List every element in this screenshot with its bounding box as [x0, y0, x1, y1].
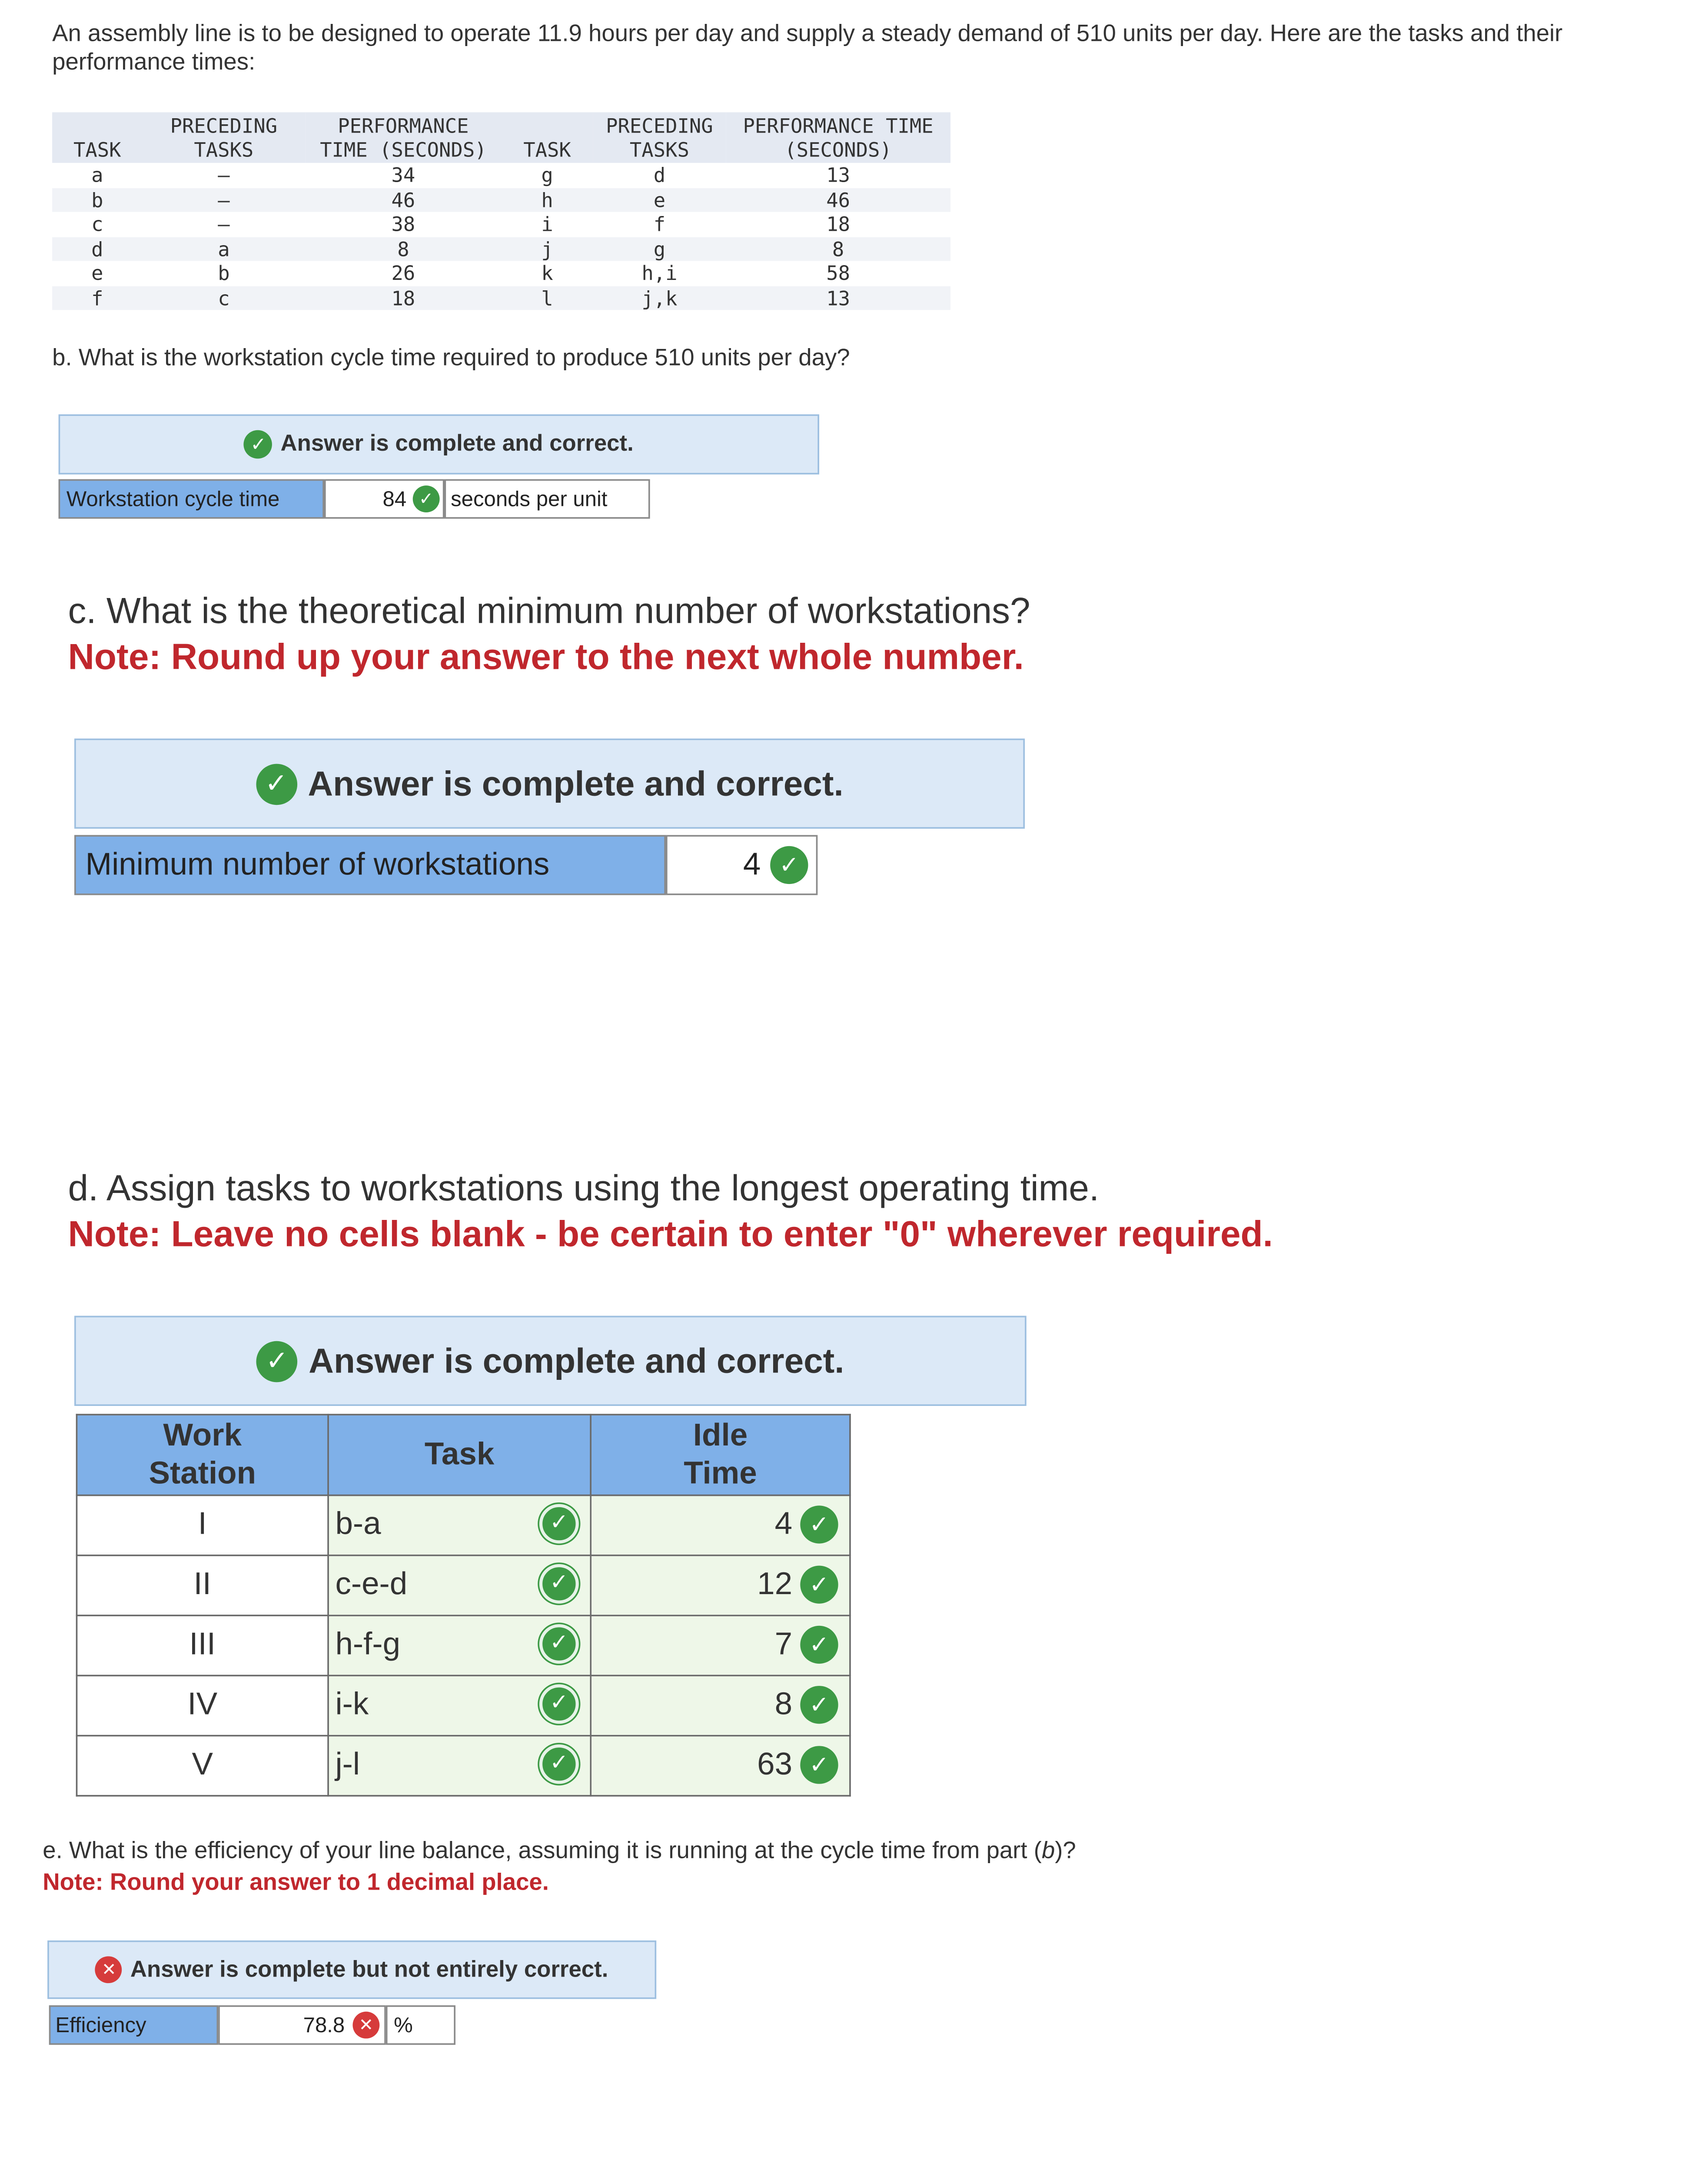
task-input[interactable] — [328, 1736, 591, 1796]
station-label: II — [76, 1555, 328, 1615]
check-icon: ✓ — [256, 763, 297, 804]
header-performance: PERFORMANCE TIME (SECONDS) — [305, 112, 501, 163]
check-icon: ✓ — [539, 1564, 579, 1604]
table-row — [52, 187, 950, 212]
part-b-banner — [59, 414, 819, 474]
part-e-answer-row — [49, 2005, 455, 2045]
idle-time-input[interactable] — [591, 1615, 850, 1675]
header-task-2: TASK — [502, 112, 593, 163]
table-row — [52, 212, 950, 236]
idle-time-input[interactable] — [591, 1555, 850, 1615]
part-d-question: d. Assign tasks to workstations using the longest operating time. — [68, 1167, 1100, 1209]
check-icon: ✓ — [800, 1566, 838, 1604]
workstation-table-header — [76, 1415, 850, 1495]
cell: 13 — [826, 163, 851, 187]
idle-time-input[interactable] — [591, 1495, 850, 1555]
task-input[interactable] — [328, 1555, 591, 1615]
part-d-note: Note: Leave no cells blank - be certain to enter "0" wherever required. — [68, 1213, 1273, 1254]
part-d-banner-text: Answer is complete and correct. — [309, 1340, 844, 1380]
station-label: I — [76, 1495, 328, 1555]
problem-intro: An assembly line is to be designed to operate 11.9 hours per day and supply a steady demand of 510 units per day. Here are the tasks and their performance times: — [52, 20, 1563, 76]
efficiency-label: Efficiency — [49, 2005, 218, 2045]
task-value: h-f-g — [335, 1627, 401, 1662]
part-b-answer-row — [59, 479, 650, 519]
part-c-answer-row — [74, 835, 817, 895]
part-e-question-post: )? — [1055, 1837, 1076, 1865]
cell: c — [143, 286, 306, 310]
part-e-note: Note: Round your answer to 1 decimal place. — [43, 1869, 549, 1897]
cell: f — [653, 212, 666, 236]
task-input[interactable] — [328, 1615, 591, 1675]
part-e-banner-text: Answer is complete but not entirely correct. — [130, 1957, 608, 1983]
cell: g — [593, 236, 726, 261]
cell: k — [541, 261, 553, 285]
cell: a — [143, 236, 306, 261]
cell: h — [502, 187, 593, 212]
cycle-time-value: 84 — [382, 487, 407, 511]
table-row — [52, 236, 950, 261]
task-input[interactable] — [328, 1675, 591, 1735]
cell: 38 — [391, 212, 415, 236]
check-icon: ✓ — [800, 1686, 838, 1724]
efficiency-unit: % — [386, 2005, 455, 2045]
cell: h,i — [641, 261, 678, 285]
cell: e — [593, 187, 726, 212]
idle-time-value: 63 — [757, 1747, 793, 1783]
idle-time-value: 8 — [774, 1687, 793, 1722]
part-e-banner — [47, 1940, 656, 1999]
station-label: IV — [76, 1675, 328, 1735]
cell: 8 — [726, 236, 950, 261]
part-e-question-em: b — [1041, 1837, 1055, 1865]
idle-time-value: 4 — [774, 1507, 793, 1542]
cell: 46 — [726, 187, 950, 212]
task-table-header — [52, 112, 950, 163]
cell: c — [91, 212, 103, 236]
check-icon: ✓ — [413, 485, 440, 512]
cell: — — [218, 163, 230, 187]
cell: 34 — [391, 163, 415, 187]
check-icon: ✓ — [244, 430, 273, 459]
efficiency-value: 78.8 — [303, 2013, 345, 2037]
cell: l — [502, 286, 593, 310]
station-label: III — [76, 1615, 328, 1675]
check-icon: ✓ — [800, 1505, 838, 1543]
x-icon: ✕ — [352, 2012, 379, 2039]
table-row — [52, 286, 950, 310]
part-b-question — [52, 345, 850, 372]
header-performance-2: PERFORMANCE TIME (SECONDS) — [726, 112, 950, 163]
cell: — — [143, 187, 306, 212]
efficiency-input[interactable] — [218, 2005, 386, 2045]
cell: 18 — [305, 286, 501, 310]
check-icon: ✓ — [539, 1504, 579, 1544]
cell: 58 — [826, 261, 851, 285]
cell: a — [91, 163, 103, 187]
part-b-question-text: b. What is the workstation cycle time required to produce 510 units per day? — [52, 345, 850, 372]
cell: e — [91, 261, 103, 285]
task-value: i-k — [335, 1687, 369, 1722]
cell: g — [541, 163, 553, 187]
task-value: j-l — [335, 1747, 360, 1783]
cell: b — [52, 187, 142, 212]
part-e-question — [43, 1837, 1076, 1864]
idle-time-input[interactable] — [591, 1675, 850, 1735]
min-workstations-input[interactable] — [666, 835, 817, 895]
cell: j — [502, 236, 593, 261]
check-icon: ✓ — [256, 1340, 298, 1382]
table-row — [76, 1615, 850, 1675]
idle-time-value: 12 — [757, 1567, 793, 1602]
task-table — [52, 112, 950, 310]
cell: d — [653, 163, 666, 187]
cell: 8 — [305, 236, 501, 261]
cell: 13 — [726, 286, 950, 310]
part-d-banner — [74, 1316, 1027, 1406]
min-workstations-label: Minimum number of workstations — [74, 835, 666, 895]
check-icon: ✓ — [770, 846, 808, 884]
task-input[interactable] — [328, 1495, 591, 1555]
part-c-question: c. What is the theoretical minimum number of workstations? — [68, 590, 1030, 631]
workstation-table — [76, 1414, 851, 1797]
cycle-time-unit: seconds per unit — [445, 479, 650, 519]
table-row — [52, 163, 950, 187]
check-icon: ✓ — [539, 1624, 579, 1664]
cell: 46 — [305, 187, 501, 212]
header-work-station: Work Station — [76, 1415, 328, 1495]
part-c-note: Note: Round up your answer to the next whole number. — [68, 635, 1024, 677]
header-preceding-2: PRECEDING TASKS — [593, 112, 726, 163]
table-row — [76, 1555, 850, 1615]
min-workstations-value: 4 — [743, 847, 761, 882]
cell: j,k — [593, 286, 726, 310]
table-row — [76, 1736, 850, 1796]
cell: — — [218, 212, 230, 236]
table-row — [52, 261, 950, 285]
header-preceding: PRECEDING TASKS — [143, 112, 306, 163]
table-row — [76, 1675, 850, 1735]
part-c-banner-text: Answer is complete and correct. — [308, 763, 844, 803]
cell: i — [541, 212, 553, 236]
idle-time-input[interactable] — [591, 1736, 850, 1796]
cell: 26 — [391, 261, 415, 285]
idle-time-value: 7 — [774, 1627, 793, 1662]
header-task: Task — [328, 1415, 591, 1495]
cell: b — [218, 261, 230, 285]
header-idle-time: Idle Time — [591, 1415, 850, 1495]
part-b-banner-text: Answer is complete and correct. — [280, 432, 634, 457]
header-task: TASK — [52, 112, 142, 163]
cell: f — [52, 286, 142, 310]
table-row — [76, 1495, 850, 1555]
task-value: b-a — [335, 1507, 381, 1542]
check-icon: ✓ — [800, 1626, 838, 1664]
part-c-banner — [74, 738, 1025, 828]
station-label: V — [76, 1736, 328, 1796]
task-value: c-e-d — [335, 1567, 408, 1602]
check-icon: ✓ — [539, 1744, 579, 1784]
check-icon: ✓ — [800, 1746, 838, 1784]
cell: d — [52, 236, 142, 261]
cycle-time-input[interactable] — [324, 479, 445, 519]
cell: 18 — [826, 212, 851, 236]
x-icon: ✕ — [96, 1956, 123, 1983]
cycle-time-label: Workstation cycle time — [59, 479, 324, 519]
part-e-question-pre: e. What is the efficiency of your line balance, assuming it is running at the cycle time from part ( — [43, 1837, 1042, 1865]
check-icon: ✓ — [539, 1684, 579, 1724]
